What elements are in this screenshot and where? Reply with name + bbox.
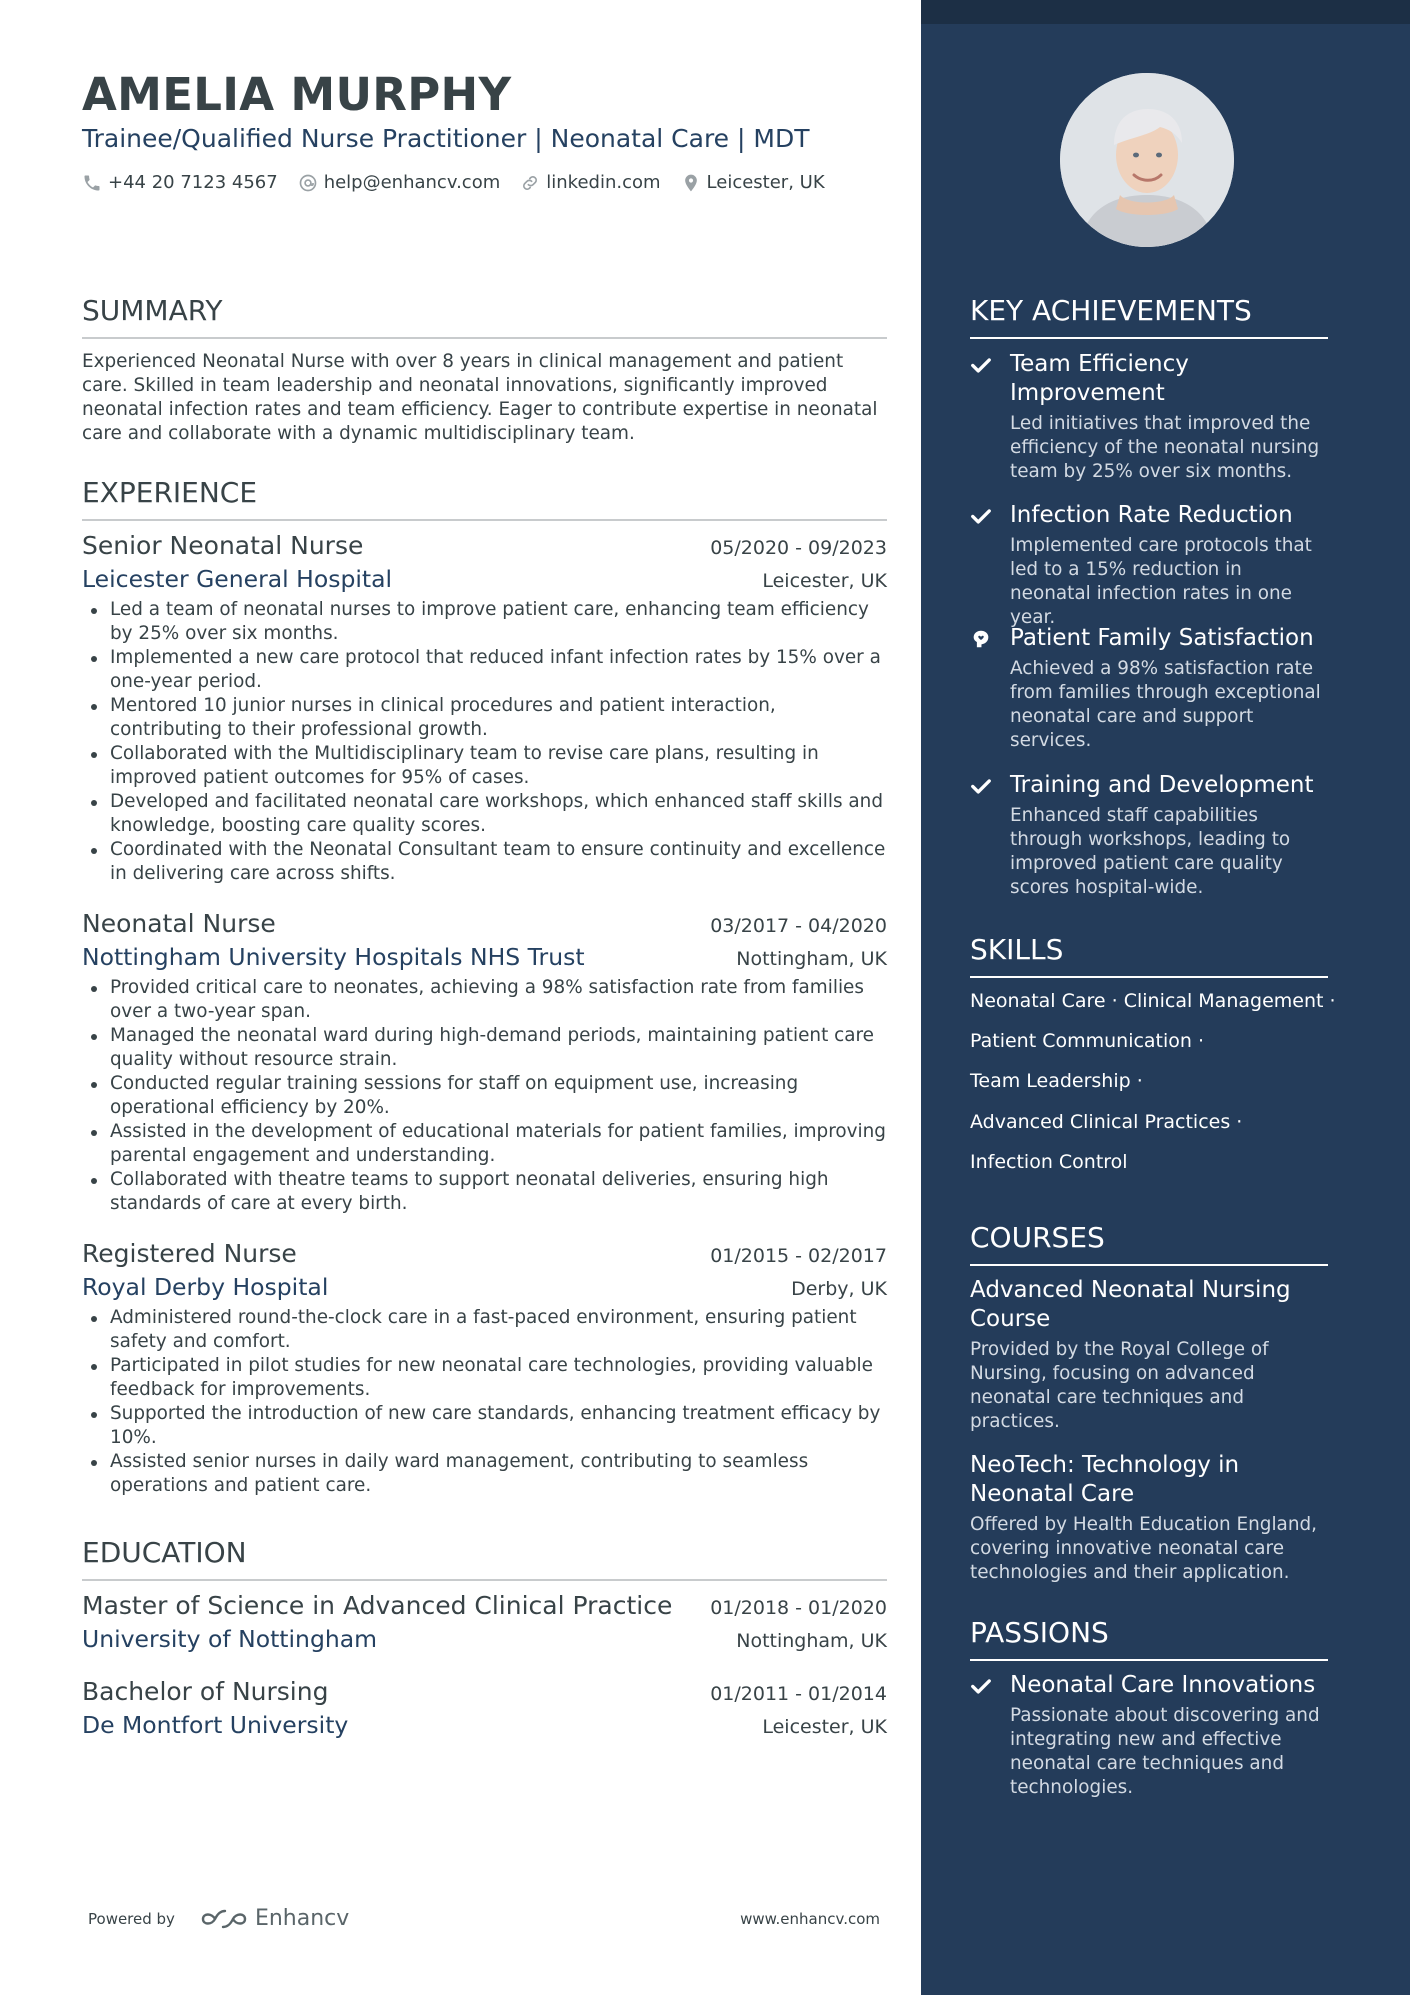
heart-hand-icon	[970, 628, 992, 650]
education-entry	[82, 1590, 887, 1656]
experience-entry	[82, 1238, 887, 1498]
education-dates: 01/2011 - 01/2014	[710, 1683, 887, 1705]
school-name: De Montfort University	[82, 1711, 349, 1739]
job-location: Nottingham, UK	[736, 948, 887, 970]
bullet-item: Collaborated with the Multidisciplinary team to revise care plans, resulting in improved patient outcomes for 95% of cases.	[82, 742, 887, 790]
achievement-title: Patient Family Satisfaction	[1010, 625, 1314, 651]
summary-heading: SUMMARY	[82, 295, 887, 339]
passion-title: Neonatal Care Innovations	[1010, 1672, 1316, 1698]
achievement-title: Training and Development	[1010, 772, 1314, 798]
job-location: Leicester, UK	[762, 570, 887, 592]
bullet-item: Coordinated with the Neonatal Consultant team to ensure continuity and excellence in delivering care across shifts.	[82, 838, 887, 886]
bullet-item: Assisted senior nurses in daily ward management, contributing to seamless operations and patient care.	[82, 1450, 887, 1498]
location-text: Leicester, UK	[706, 172, 825, 193]
bullet-item: Participated in pilot studies for new neonatal care technologies, providing valuable feedback for improvements.	[82, 1354, 887, 1402]
skills-heading: SKILLS	[970, 934, 1328, 978]
bullet-item: Collaborated with theatre teams to support neonatal deliveries, ensuring high standards of care at every birth.	[82, 1168, 887, 1216]
profile-photo	[1060, 73, 1234, 247]
bullet-item: Managed the neonatal ward during high-demand periods, maintaining patient care quality without resource strain.	[82, 1024, 887, 1072]
bullet-item: Conducted regular training sessions for staff on equipment use, increasing operational efficiency by 20%.	[82, 1072, 887, 1120]
bullet-item: Administered round-the-clock care in a fast-paced environment, ensuring patient safety and comfort.	[82, 1306, 887, 1354]
achievement-description: Led initiatives that improved the efficiency of the neonatal nursing team by 25% over six months.	[1010, 413, 1320, 482]
job-location: Derby, UK	[791, 1278, 887, 1300]
email-text: help@enhancv.com	[323, 172, 501, 193]
bullet-item: Led a team of neonatal nurses to improve patient care, enhancing team efficiency by 25% over six months.	[82, 598, 887, 646]
company-name: Royal Derby Hospital	[82, 1273, 329, 1301]
degree-name: Bachelor of Nursing	[82, 1677, 329, 1706]
company-name: Nottingham University Hospitals NHS Trust	[82, 943, 585, 971]
achievement-description: Implemented care protocols that led to a 15% reduction in neonatal infection rates in one year.	[1010, 535, 1312, 628]
bullet-item: Supported the introduction of new care standards, enhancing treatment efficacy by 10%.	[82, 1402, 887, 1450]
job-dates: 05/2020 - 09/2023	[710, 537, 887, 559]
achievement-item	[970, 350, 1328, 484]
summary-text: Experienced Neonatal Nurse with over 8 years in clinical management and patient care. Skilled in team leadership and neonatal innovations, significantly improved neonatal infection rates and team efficiency. Eager to contribute expertise in neonatal care and collaborate with a dynamic multidisciplinary team.	[82, 351, 878, 444]
candidate-name: AMELIA MURPHY	[82, 68, 512, 121]
powered-by	[88, 1906, 349, 1931]
education-dates: 01/2018 - 01/2020	[710, 1597, 887, 1619]
achievement-title: Team Efficiency Improvement	[1010, 351, 1189, 406]
checkmark-icon	[970, 775, 992, 797]
course-item	[970, 1451, 1328, 1585]
passions-heading: PASSIONS	[970, 1617, 1328, 1661]
course-title: Advanced Neonatal Nursing Course	[970, 1277, 1291, 1332]
company-name: Leicester General Hospital	[82, 565, 393, 593]
course-description: Offered by Health Education England, covering innovative neonatal care technologies and their application.	[970, 1514, 1317, 1583]
achievements-heading: KEY ACHIEVEMENTS	[970, 295, 1328, 339]
skill-line: Patient Communication ·	[970, 1030, 1205, 1052]
checkmark-icon	[970, 505, 992, 527]
achievement-item	[970, 624, 1328, 753]
avatar-illustration	[1060, 73, 1234, 247]
enhancv-logo[interactable]	[201, 1906, 349, 1931]
enhancv-brand: Enhancv	[254, 1906, 350, 1931]
bullet-item: Developed and facilitated neonatal care workshops, which enhanced staff skills and knowledge, boosting care quality scores.	[82, 790, 887, 838]
job-bullets	[82, 1306, 887, 1498]
skill-line: Team Leadership ·	[970, 1070, 1143, 1092]
achievement-description: Achieved a 98% satisfaction rate from families through exceptional neonatal care and support services.	[1010, 658, 1321, 751]
achievement-item	[970, 771, 1328, 900]
contact-bar	[82, 172, 845, 193]
passion-description: Passionate about discovering and integrating new and effective neonatal care techniques and technologies.	[1010, 1705, 1320, 1798]
course-item	[970, 1276, 1328, 1434]
contact-email[interactable]	[298, 172, 501, 193]
bullet-item: Provided critical care to neonates, achieving a 98% satisfaction rate from families over a two-year span.	[82, 976, 887, 1024]
job-title: Senior Neonatal Nurse	[82, 531, 364, 560]
link-icon	[520, 173, 540, 193]
course-description: Provided by the Royal College of Nursing, focusing on advanced neonatal care techniques and practices.	[970, 1339, 1269, 1432]
checkmark-icon	[970, 354, 992, 376]
skill-line: Neonatal Care · Clinical Management ·	[970, 990, 1336, 1012]
education-entry	[82, 1676, 887, 1742]
job-bullets	[82, 598, 887, 886]
contact-location	[681, 172, 825, 193]
page-footer	[88, 1906, 880, 1931]
courses-heading: COURSES	[970, 1222, 1328, 1266]
achievement-title: Infection Rate Reduction	[1010, 502, 1293, 528]
school-location: Nottingham, UK	[736, 1630, 887, 1652]
experience-entry	[82, 908, 887, 1216]
experience-entry	[82, 530, 887, 886]
job-title: Neonatal Nurse	[82, 909, 276, 938]
enhancv-logo-icon	[201, 1907, 247, 1931]
candidate-headline: Trainee/Qualified Nurse Practitioner | Neonatal Care | MDT	[82, 124, 810, 153]
footer-url[interactable]: www.enhancv.com	[740, 1909, 880, 1928]
bullet-item: Implemented a new care protocol that reduced infant infection rates by 15% over a one-year period.	[82, 646, 887, 694]
achievement-description: Enhanced staff capabilities through workshops, leading to improved patient care quality scores hospital-wide.	[1010, 805, 1291, 898]
course-title: NeoTech: Technology in Neonatal Care	[970, 1452, 1240, 1507]
linkedin-text: linkedin.com	[546, 172, 661, 193]
degree-name: Master of Science in Advanced Clinical Practice	[82, 1591, 673, 1620]
achievement-item	[970, 501, 1328, 630]
skill-line: Infection Control	[970, 1151, 1128, 1173]
job-dates: 01/2015 - 02/2017	[710, 1245, 887, 1267]
phone-text: +44 20 7123 4567	[108, 172, 278, 193]
job-dates: 03/2017 - 04/2020	[710, 915, 887, 937]
bullet-item: Assisted in the development of educational materials for patient families, improving parental engagement and understanding.	[82, 1120, 887, 1168]
at-icon	[298, 173, 318, 193]
bullet-item: Mentored 10 junior nurses in clinical procedures and patient interaction, contributing to their professional growth.	[82, 694, 887, 742]
sidebar	[921, 0, 1410, 1995]
school-name: University of Nottingham	[82, 1625, 378, 1653]
contact-linkedin[interactable]	[520, 172, 660, 193]
job-title: Registered Nurse	[82, 1239, 297, 1268]
job-bullets	[82, 976, 887, 1216]
sidebar-top-band	[921, 0, 1410, 24]
school-location: Leicester, UK	[762, 1716, 887, 1738]
passion-item	[970, 1671, 1328, 1800]
location-pin-icon	[681, 173, 701, 193]
skill-line: Advanced Clinical Practices ·	[970, 1111, 1243, 1133]
phone-icon	[82, 173, 102, 193]
experience-heading: EXPERIENCE	[82, 477, 887, 521]
education-heading: EDUCATION	[82, 1537, 887, 1581]
checkmark-icon	[970, 1675, 992, 1697]
contact-phone[interactable]	[82, 172, 278, 193]
powered-by-label: Powered by	[88, 1909, 175, 1928]
